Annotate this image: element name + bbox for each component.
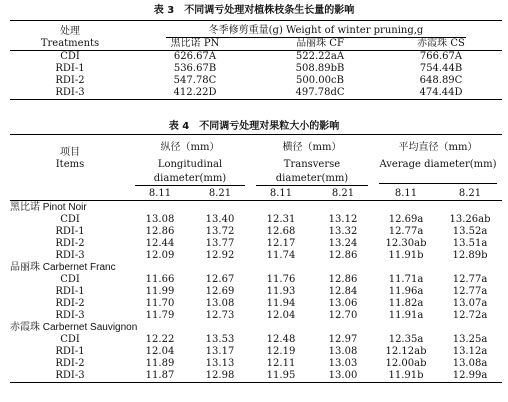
t4-date: 8.11 — [269, 188, 293, 199]
table-row: RDI-2 11.89 13.13 12.11 13.03 12.00ab 13.08a — [55, 358, 488, 369]
t3-span-header: 冬季修剪重量(g) Weight of winter pruning,g — [166, 25, 466, 38]
t4-group-transverse-en2: diameter(mm) — [256, 173, 368, 186]
table4-caption: 表 4 不同调亏处理对果粒大小的影响 — [168, 121, 340, 132]
table-row: CDI 626.67A 522.22aA 766.67A — [60, 51, 463, 62]
t4-date: 8.11 — [394, 188, 418, 199]
t3-col-cf: 品丽珠 CF — [296, 38, 344, 49]
t4-group-longitudinal: 纵径（mm） — [160, 142, 220, 153]
t4-group-longitudinal-en2: diameter(mm) — [135, 173, 245, 186]
t3-treatment-en: Treatments — [40, 38, 100, 49]
table-row: RDI-1 12.86 13.72 12.68 13.32 12.77a 13.52a — [55, 226, 488, 237]
table-row: RDI-3 12.09 12.92 11.74 12.86 11.91b 12.89b — [55, 250, 488, 261]
t4-date: 8.21 — [458, 188, 482, 199]
t4-date: 8.21 — [331, 188, 355, 199]
t3-col-pn: 黑比诺 PN — [170, 38, 220, 49]
table-row: RDI-1 12.04 13.17 12.19 13.08 12.12ab 13.12a — [55, 346, 488, 357]
t4-item-en: Items — [55, 159, 85, 170]
table3-caption: 表 3 不同调亏处理对植株枝条生长量的影响 — [153, 5, 355, 16]
t4-section-title: 品丽珠 Carbernet Franc — [10, 262, 116, 273]
table-row: RDI-3 11.87 12.98 11.95 13.00 11.91b 12.99a — [10, 370, 502, 383]
t4-section-title: 赤霞珠 Carbernet Sauvignon — [10, 322, 138, 333]
table-row: CDI 13.08 13.40 12.31 13.12 12.69a 13.26ab — [60, 214, 491, 225]
table-row: RDI-1 11.99 12.69 11.93 12.84 11.96a 12.77a — [55, 286, 488, 297]
t3-col-cs: 赤霞珠 CS — [417, 38, 465, 49]
table-row: CDI 12.22 13.53 12.48 12.97 12.35a 13.25a — [60, 334, 488, 345]
table-row: RDI-2 11.70 13.08 11.94 13.06 11.82a 13.07a — [55, 298, 488, 309]
table-row: RDI-3 412.22D 497.78dC 474.44D — [10, 87, 502, 100]
table-row: RDI-2 547.78C 500.00cB 648.89C — [55, 75, 463, 86]
table-row: RDI-3 11.79 12.73 12.04 12.70 11.91a 12.72a — [55, 310, 488, 321]
table-row: RDI-2 12.44 13.77 12.17 13.24 12.30ab 13.51a — [55, 238, 488, 249]
t4-group-average: 平均直径（mm） — [398, 142, 478, 153]
t4-group-transverse-en: Transverse — [283, 159, 341, 170]
table4 — [10, 134, 502, 383]
t4-date: 8.21 — [208, 188, 232, 199]
t4-section-title: 黑比诺 Pinot Noir — [10, 202, 87, 213]
table3 — [10, 20, 502, 100]
t4-date: 8.11 — [148, 188, 172, 199]
t4-group-average-en: Average diameter(mm) — [379, 159, 497, 170]
t4-group-longitudinal-en: Longitudinal — [157, 159, 223, 170]
table-row: CDI 11.66 12.67 11.76 12.86 11.71a 12.77a — [60, 274, 488, 285]
table-row: RDI-1 536.67B 508.89bB 754.44B — [55, 63, 463, 74]
t4-group-transverse: 横径（mm） — [282, 142, 342, 153]
t4-item-cn: 项目 — [60, 147, 80, 158]
t3-treatment-cn: 处理 — [60, 25, 80, 37]
